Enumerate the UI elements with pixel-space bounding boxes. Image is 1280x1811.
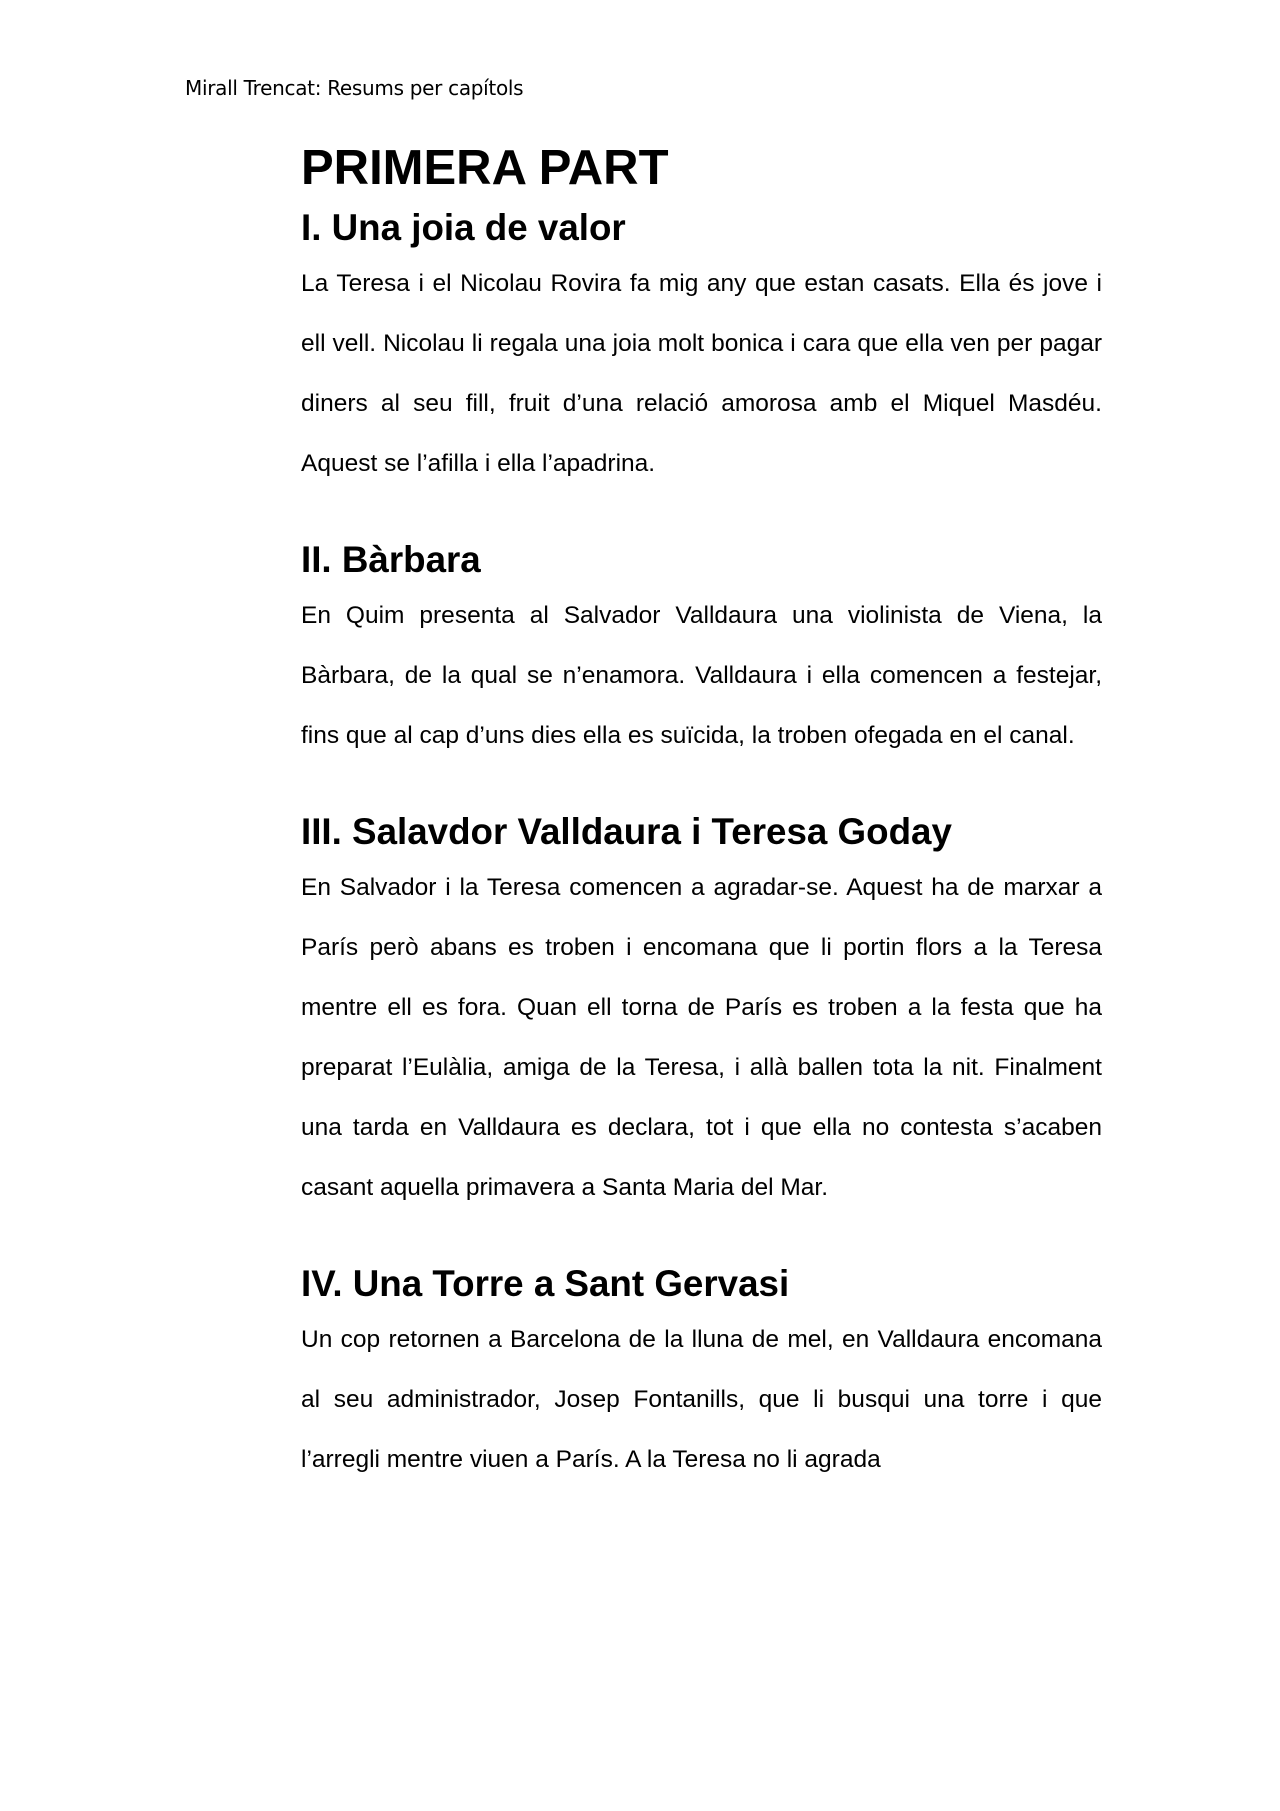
- chapter-section: [301, 1263, 1102, 1490]
- chapter-section: [301, 811, 1102, 1218]
- chapter-summary: En Quim presenta al Salvador Valldaura una violinista de Viena, la Bàrbara, de la qual se n’enamora. Valldaura i ella comencen a festejar, fins que al cap d’uns dies ella es suïcida, la troben ofegada en el canal.: [301, 602, 1102, 749]
- chapter-title: IV. Una Torre a Sant Gervasi: [301, 1263, 790, 1304]
- chapter-section: [301, 207, 1102, 494]
- running-header: Mirall Trencat: Resums per capítols: [185, 76, 524, 100]
- chapter-summary: La Teresa i el Nicolau Rovira fa mig any que estan casats. Ella és jove i ell vell. Nicolau li regala una joia molt bonica i cara que ella ven per pagar diners al seu fill, fruit d’una relació amorosa amb el Miquel Masdéu. Aquest se l’afilla i ella l’apadrina.: [301, 270, 1102, 477]
- chapter-summary: En Salvador i la Teresa comencen a agradar-se. Aquest ha de marxar a París però abans es troben i encomana que li portin flors a la Teresa mentre ell es fora. Quan ell torna de París es troben a la festa que ha preparat l’Eulàlia, amiga de la Teresa, i allà ballen tota la nit. Finalment una tarda en Valldaura es declara, tot i que ella no contesta s’acaben casant aquella primavera a Santa Maria del Mar.: [301, 874, 1102, 1201]
- chapter-title: I. Una joia de valor: [301, 207, 626, 248]
- chapter-section: [301, 539, 1102, 766]
- chapter-title: III. Salavdor Valldaura i Teresa Goday: [301, 811, 952, 852]
- chapter-title: II. Bàrbara: [301, 539, 481, 580]
- part-title: PRIMERA PART: [301, 141, 669, 195]
- chapter-summary: Un cop retornen a Barcelona de la lluna de mel, en Valldaura encomana al seu administrador, Josep Fontanills, que li busqui una torre i que l’arregli mentre viuen a París. A la Teresa no li agrada: [301, 1326, 1102, 1473]
- document-body: [301, 141, 1102, 1490]
